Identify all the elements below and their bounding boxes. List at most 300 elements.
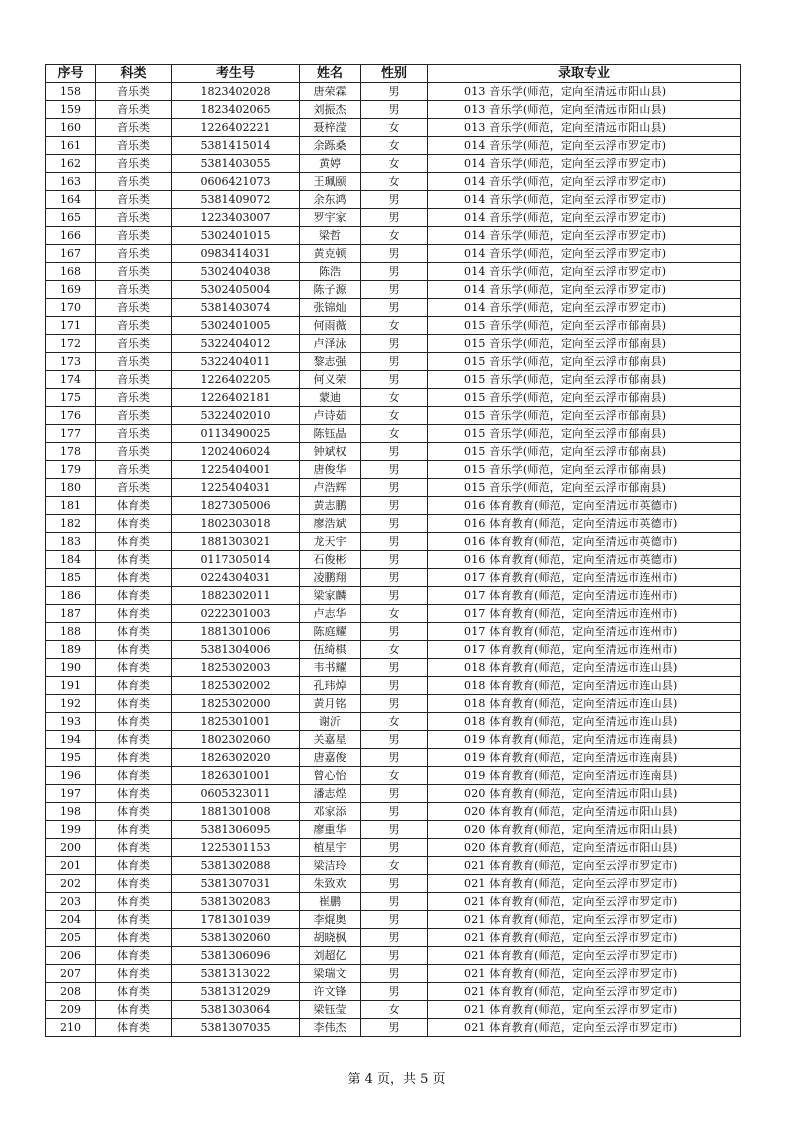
cell-gender: 男 xyxy=(361,785,428,803)
cell-category: 体育类 xyxy=(96,749,172,767)
cell-no: 209 xyxy=(46,1001,96,1019)
cell-major: 021 体育教育(师范，定向至云浮市罗定市) xyxy=(428,875,741,893)
cell-category: 体育类 xyxy=(96,623,172,641)
cell-exam-id: 5322404011 xyxy=(172,353,300,371)
table-row xyxy=(46,497,741,515)
cell-exam-id: 5381303064 xyxy=(172,1001,300,1019)
cell-major: 021 体育教育(师范，定向至云浮市罗定市) xyxy=(428,947,741,965)
cell-major: 014 音乐学(师范，定向至云浮市罗定市) xyxy=(428,299,741,317)
cell-category: 体育类 xyxy=(96,1001,172,1019)
cell-name: 植星宇 xyxy=(300,839,361,857)
cell-major: 021 体育教育(师范，定向至云浮市罗定市) xyxy=(428,1019,741,1037)
cell-name: 廖浩斌 xyxy=(300,515,361,533)
cell-name: 卢诗茹 xyxy=(300,407,361,425)
cell-name: 陈钰晶 xyxy=(300,425,361,443)
cell-no: 205 xyxy=(46,929,96,947)
cell-name: 张锦灿 xyxy=(300,299,361,317)
cell-gender: 男 xyxy=(361,461,428,479)
cell-gender: 男 xyxy=(361,821,428,839)
cell-gender: 男 xyxy=(361,965,428,983)
cell-category: 体育类 xyxy=(96,1019,172,1037)
cell-major: 021 体育教育(师范，定向至云浮市罗定市) xyxy=(428,857,741,875)
table-row xyxy=(46,623,741,641)
table-row xyxy=(46,893,741,911)
cell-major: 015 音乐学(师范，定向至云浮市郁南县) xyxy=(428,371,741,389)
table-row xyxy=(46,587,741,605)
cell-category: 体育类 xyxy=(96,695,172,713)
cell-no: 177 xyxy=(46,425,96,443)
cell-exam-id: 5381307031 xyxy=(172,875,300,893)
cell-category: 体育类 xyxy=(96,965,172,983)
cell-exam-id: 1825302002 xyxy=(172,677,300,695)
table-row xyxy=(46,947,741,965)
table-row xyxy=(46,191,741,209)
cell-exam-id: 0605323011 xyxy=(172,785,300,803)
cell-no: 191 xyxy=(46,677,96,695)
cell-major: 014 音乐学(师范，定向至云浮市罗定市) xyxy=(428,263,741,281)
cell-gender: 男 xyxy=(361,731,428,749)
cell-category: 音乐类 xyxy=(96,281,172,299)
cell-major: 015 音乐学(师范，定向至云浮市郁南县) xyxy=(428,479,741,497)
cell-exam-id: 5381403074 xyxy=(172,299,300,317)
cell-major: 015 音乐学(师范，定向至云浮市郁南县) xyxy=(428,461,741,479)
cell-major: 015 音乐学(师范，定向至云浮市郁南县) xyxy=(428,389,741,407)
table-row xyxy=(46,965,741,983)
table-row xyxy=(46,821,741,839)
cell-name: 李伟杰 xyxy=(300,1019,361,1037)
table-row xyxy=(46,209,741,227)
cell-major: 018 体育教育(师范，定向至清远市连山县) xyxy=(428,659,741,677)
table-row xyxy=(46,1019,741,1037)
cell-no: 166 xyxy=(46,227,96,245)
cell-no: 201 xyxy=(46,857,96,875)
table-row xyxy=(46,245,741,263)
cell-category: 体育类 xyxy=(96,497,172,515)
cell-exam-id: 5381302060 xyxy=(172,929,300,947)
cell-gender: 男 xyxy=(361,533,428,551)
cell-name: 蒙迪 xyxy=(300,389,361,407)
cell-exam-id: 0606421073 xyxy=(172,173,300,191)
cell-no: 185 xyxy=(46,569,96,587)
cell-category: 体育类 xyxy=(96,983,172,1001)
table-row xyxy=(46,785,741,803)
cell-category: 音乐类 xyxy=(96,101,172,119)
cell-major: 017 体育教育(师范，定向至清远市连州市) xyxy=(428,623,741,641)
cell-name: 梁哲 xyxy=(300,227,361,245)
cell-no: 204 xyxy=(46,911,96,929)
cell-major: 021 体育教育(师范，定向至云浮市罗定市) xyxy=(428,929,741,947)
cell-gender: 男 xyxy=(361,587,428,605)
table-row xyxy=(46,749,741,767)
cell-no: 173 xyxy=(46,353,96,371)
table-row xyxy=(46,155,741,173)
cell-major: 014 音乐学(师范，定向至云浮市罗定市) xyxy=(428,245,741,263)
cell-name: 胡晓枫 xyxy=(300,929,361,947)
cell-no: 158 xyxy=(46,83,96,101)
cell-category: 体育类 xyxy=(96,893,172,911)
table-header-row xyxy=(46,65,741,83)
cell-major: 015 音乐学(师范，定向至云浮市郁南县) xyxy=(428,335,741,353)
cell-name: 黄志鹏 xyxy=(300,497,361,515)
cell-category: 音乐类 xyxy=(96,371,172,389)
table-row xyxy=(46,389,741,407)
table-row xyxy=(46,803,741,821)
cell-no: 162 xyxy=(46,155,96,173)
cell-gender: 男 xyxy=(361,83,428,101)
table-row xyxy=(46,443,741,461)
cell-no: 183 xyxy=(46,533,96,551)
cell-gender: 女 xyxy=(361,155,428,173)
cell-major: 017 体育教育(师范，定向至清远市连州市) xyxy=(428,641,741,659)
cell-exam-id: 1881303021 xyxy=(172,533,300,551)
cell-gender: 男 xyxy=(361,515,428,533)
cell-no: 200 xyxy=(46,839,96,857)
cell-exam-id: 1225404001 xyxy=(172,461,300,479)
cell-major: 014 音乐学(师范，定向至云浮市罗定市) xyxy=(428,191,741,209)
cell-exam-id: 1802302060 xyxy=(172,731,300,749)
cell-category: 体育类 xyxy=(96,767,172,785)
cell-gender: 男 xyxy=(361,839,428,857)
cell-major: 018 体育教育(师范，定向至清远市连山县) xyxy=(428,677,741,695)
cell-exam-id: 5302404038 xyxy=(172,263,300,281)
cell-name: 孔玮焯 xyxy=(300,677,361,695)
cell-gender: 男 xyxy=(361,695,428,713)
cell-major: 021 体育教育(师范，定向至云浮市罗定市) xyxy=(428,965,741,983)
cell-major: 019 体育教育(师范，定向至清远市连南县) xyxy=(428,767,741,785)
cell-category: 体育类 xyxy=(96,911,172,929)
cell-name: 曾心怡 xyxy=(300,767,361,785)
table-row xyxy=(46,317,741,335)
cell-category: 音乐类 xyxy=(96,119,172,137)
cell-exam-id: 1226402181 xyxy=(172,389,300,407)
cell-category: 体育类 xyxy=(96,785,172,803)
cell-name: 石俊彬 xyxy=(300,551,361,569)
cell-gender: 男 xyxy=(361,677,428,695)
cell-gender: 男 xyxy=(361,443,428,461)
cell-no: 182 xyxy=(46,515,96,533)
cell-category: 音乐类 xyxy=(96,479,172,497)
cell-gender: 男 xyxy=(361,659,428,677)
cell-no: 159 xyxy=(46,101,96,119)
cell-exam-id: 1781301039 xyxy=(172,911,300,929)
cell-gender: 男 xyxy=(361,1019,428,1037)
cell-gender: 男 xyxy=(361,749,428,767)
cell-exam-id: 5381302088 xyxy=(172,857,300,875)
cell-gender: 女 xyxy=(361,713,428,731)
cell-name: 黄克顿 xyxy=(300,245,361,263)
cell-no: 164 xyxy=(46,191,96,209)
cell-exam-id: 5322404012 xyxy=(172,335,300,353)
cell-category: 体育类 xyxy=(96,641,172,659)
table-row xyxy=(46,101,741,119)
cell-category: 体育类 xyxy=(96,929,172,947)
page-footer: 第 4 页，共 5 页 xyxy=(347,1072,446,1087)
header-gender: 性别 xyxy=(361,65,428,83)
cell-category: 音乐类 xyxy=(96,245,172,263)
cell-name: 刘振杰 xyxy=(300,101,361,119)
cell-major: 014 音乐学(师范，定向至云浮市罗定市) xyxy=(428,155,741,173)
cell-major: 014 音乐学(师范，定向至云浮市罗定市) xyxy=(428,137,741,155)
cell-exam-id: 5302405004 xyxy=(172,281,300,299)
cell-name: 黎志强 xyxy=(300,353,361,371)
cell-gender: 女 xyxy=(361,767,428,785)
cell-exam-id: 1225301153 xyxy=(172,839,300,857)
cell-exam-id: 1226402205 xyxy=(172,371,300,389)
cell-category: 音乐类 xyxy=(96,191,172,209)
cell-no: 187 xyxy=(46,605,96,623)
cell-category: 音乐类 xyxy=(96,299,172,317)
table-row xyxy=(46,677,741,695)
table-row xyxy=(46,533,741,551)
table-row xyxy=(46,911,741,929)
table-row xyxy=(46,767,741,785)
cell-gender: 女 xyxy=(361,1001,428,1019)
cell-major: 016 体育教育(师范，定向至清远市英德市) xyxy=(428,551,741,569)
cell-category: 体育类 xyxy=(96,551,172,569)
cell-category: 音乐类 xyxy=(96,353,172,371)
table-row xyxy=(46,659,741,677)
table-row xyxy=(46,137,741,155)
cell-name: 唐荣霖 xyxy=(300,83,361,101)
cell-name: 廖重华 xyxy=(300,821,361,839)
cell-gender: 男 xyxy=(361,875,428,893)
cell-exam-id: 1825301001 xyxy=(172,713,300,731)
cell-name: 许文锋 xyxy=(300,983,361,1001)
cell-major: 013 音乐学(师范，定向至清远市阳山县) xyxy=(428,119,741,137)
cell-exam-id: 5381306096 xyxy=(172,947,300,965)
cell-category: 体育类 xyxy=(96,821,172,839)
cell-no: 208 xyxy=(46,983,96,1001)
cell-no: 195 xyxy=(46,749,96,767)
cell-major: 017 体育教育(师范，定向至清远市连州市) xyxy=(428,587,741,605)
cell-exam-id: 1826301001 xyxy=(172,767,300,785)
cell-name: 黄月铭 xyxy=(300,695,361,713)
cell-name: 钟斌权 xyxy=(300,443,361,461)
cell-gender: 男 xyxy=(361,551,428,569)
cell-name: 卢浩辉 xyxy=(300,479,361,497)
cell-no: 210 xyxy=(46,1019,96,1037)
cell-no: 178 xyxy=(46,443,96,461)
cell-exam-id: 5381403055 xyxy=(172,155,300,173)
cell-exam-id: 0224304031 xyxy=(172,569,300,587)
cell-exam-id: 1823402065 xyxy=(172,101,300,119)
cell-gender: 男 xyxy=(361,497,428,515)
cell-exam-id: 5381302083 xyxy=(172,893,300,911)
cell-exam-id: 5381415014 xyxy=(172,137,300,155)
cell-gender: 女 xyxy=(361,641,428,659)
cell-exam-id: 0117305014 xyxy=(172,551,300,569)
cell-major: 014 音乐学(师范，定向至云浮市罗定市) xyxy=(428,209,741,227)
cell-major: 017 体育教育(师范，定向至清远市连州市) xyxy=(428,569,741,587)
table-row xyxy=(46,173,741,191)
cell-major: 015 音乐学(师范，定向至云浮市郁南县) xyxy=(428,353,741,371)
cell-no: 206 xyxy=(46,947,96,965)
cell-gender: 男 xyxy=(361,191,428,209)
cell-no: 207 xyxy=(46,965,96,983)
cell-exam-id: 1202406024 xyxy=(172,443,300,461)
cell-major: 020 体育教育(师范，定向至清远市阳山县) xyxy=(428,803,741,821)
cell-category: 体育类 xyxy=(96,875,172,893)
cell-major: 021 体育教育(师范，定向至云浮市罗定市) xyxy=(428,893,741,911)
cell-exam-id: 5302401005 xyxy=(172,317,300,335)
cell-category: 音乐类 xyxy=(96,389,172,407)
cell-no: 172 xyxy=(46,335,96,353)
table-row xyxy=(46,569,741,587)
table-row xyxy=(46,371,741,389)
cell-gender: 男 xyxy=(361,803,428,821)
cell-no: 175 xyxy=(46,389,96,407)
table-row xyxy=(46,713,741,731)
cell-name: 刘超亿 xyxy=(300,947,361,965)
cell-no: 192 xyxy=(46,695,96,713)
cell-name: 梁钰莹 xyxy=(300,1001,361,1019)
cell-no: 161 xyxy=(46,137,96,155)
table-row xyxy=(46,605,741,623)
cell-category: 音乐类 xyxy=(96,407,172,425)
cell-exam-id: 1823402028 xyxy=(172,83,300,101)
cell-category: 体育类 xyxy=(96,569,172,587)
table-row xyxy=(46,479,741,497)
cell-exam-id: 5381312029 xyxy=(172,983,300,1001)
admission-table xyxy=(45,64,741,1037)
cell-name: 伍绮棋 xyxy=(300,641,361,659)
cell-exam-id: 1223403007 xyxy=(172,209,300,227)
table-row xyxy=(46,299,741,317)
cell-no: 199 xyxy=(46,821,96,839)
cell-gender: 女 xyxy=(361,605,428,623)
cell-exam-id: 0983414031 xyxy=(172,245,300,263)
cell-gender: 男 xyxy=(361,101,428,119)
cell-major: 016 体育教育(师范，定向至清远市英德市) xyxy=(428,515,741,533)
cell-name: 陈浩 xyxy=(300,263,361,281)
cell-exam-id: 5322402010 xyxy=(172,407,300,425)
cell-category: 音乐类 xyxy=(96,335,172,353)
cell-name: 关嘉星 xyxy=(300,731,361,749)
cell-name: 唐嘉俊 xyxy=(300,749,361,767)
cell-major: 017 体育教育(师范，定向至清远市连州市) xyxy=(428,605,741,623)
header-category: 科类 xyxy=(96,65,172,83)
cell-no: 176 xyxy=(46,407,96,425)
cell-gender: 男 xyxy=(361,353,428,371)
cell-exam-id: 0222301003 xyxy=(172,605,300,623)
table-row xyxy=(46,929,741,947)
cell-no: 160 xyxy=(46,119,96,137)
cell-gender: 男 xyxy=(361,299,428,317)
header-no: 序号 xyxy=(46,65,96,83)
cell-category: 音乐类 xyxy=(96,155,172,173)
cell-no: 168 xyxy=(46,263,96,281)
table-body xyxy=(46,83,741,1037)
table-row xyxy=(46,407,741,425)
table-row xyxy=(46,695,741,713)
cell-no: 184 xyxy=(46,551,96,569)
cell-major: 013 音乐学(师范，定向至清远市阳山县) xyxy=(428,101,741,119)
cell-category: 音乐类 xyxy=(96,173,172,191)
cell-name: 黄婷 xyxy=(300,155,361,173)
cell-major: 015 音乐学(师范，定向至云浮市郁南县) xyxy=(428,425,741,443)
cell-name: 梁家麟 xyxy=(300,587,361,605)
cell-gender: 女 xyxy=(361,407,428,425)
cell-name: 陈庭耀 xyxy=(300,623,361,641)
cell-exam-id: 1882302011 xyxy=(172,587,300,605)
cell-gender: 女 xyxy=(361,173,428,191)
cell-gender: 男 xyxy=(361,929,428,947)
cell-name: 崔鹏 xyxy=(300,893,361,911)
cell-name: 卢志华 xyxy=(300,605,361,623)
cell-no: 203 xyxy=(46,893,96,911)
cell-major: 019 体育教育(师范，定向至清远市连南县) xyxy=(428,749,741,767)
table-row xyxy=(46,839,741,857)
cell-no: 190 xyxy=(46,659,96,677)
cell-name: 何雨薇 xyxy=(300,317,361,335)
cell-no: 179 xyxy=(46,461,96,479)
cell-name: 李焜奥 xyxy=(300,911,361,929)
cell-no: 167 xyxy=(46,245,96,263)
cell-category: 体育类 xyxy=(96,677,172,695)
cell-category: 体育类 xyxy=(96,515,172,533)
cell-major: 016 体育教育(师范，定向至清远市英德市) xyxy=(428,533,741,551)
cell-exam-id: 1802303018 xyxy=(172,515,300,533)
table-row xyxy=(46,983,741,1001)
cell-exam-id: 5381306095 xyxy=(172,821,300,839)
table-row xyxy=(46,425,741,443)
cell-gender: 男 xyxy=(361,893,428,911)
cell-gender: 女 xyxy=(361,389,428,407)
cell-category: 体育类 xyxy=(96,713,172,731)
cell-no: 180 xyxy=(46,479,96,497)
cell-exam-id: 5381409072 xyxy=(172,191,300,209)
cell-no: 189 xyxy=(46,641,96,659)
cell-no: 170 xyxy=(46,299,96,317)
cell-exam-id: 1225404031 xyxy=(172,479,300,497)
cell-no: 186 xyxy=(46,587,96,605)
cell-no: 193 xyxy=(46,713,96,731)
cell-major: 018 体育教育(师范，定向至清远市连山县) xyxy=(428,695,741,713)
cell-no: 188 xyxy=(46,623,96,641)
cell-gender: 男 xyxy=(361,569,428,587)
cell-category: 体育类 xyxy=(96,659,172,677)
cell-major: 015 音乐学(师范，定向至云浮市郁南县) xyxy=(428,317,741,335)
cell-name: 余跞桑 xyxy=(300,137,361,155)
table-row xyxy=(46,731,741,749)
cell-gender: 女 xyxy=(361,119,428,137)
cell-name: 卢泽泳 xyxy=(300,335,361,353)
table-row xyxy=(46,281,741,299)
table-row xyxy=(46,227,741,245)
cell-no: 165 xyxy=(46,209,96,227)
cell-exam-id: 1881301008 xyxy=(172,803,300,821)
cell-gender: 女 xyxy=(361,317,428,335)
cell-gender: 男 xyxy=(361,335,428,353)
cell-major: 016 体育教育(师范，定向至清远市英德市) xyxy=(428,497,741,515)
cell-category: 音乐类 xyxy=(96,317,172,335)
cell-name: 龙天宇 xyxy=(300,533,361,551)
cell-no: 171 xyxy=(46,317,96,335)
header-major: 录取专业 xyxy=(428,65,741,83)
table-row xyxy=(46,551,741,569)
cell-no: 181 xyxy=(46,497,96,515)
cell-no: 198 xyxy=(46,803,96,821)
cell-gender: 男 xyxy=(361,623,428,641)
cell-category: 体育类 xyxy=(96,533,172,551)
cell-exam-id: 1826302020 xyxy=(172,749,300,767)
cell-name: 何义荣 xyxy=(300,371,361,389)
cell-name: 朱致欢 xyxy=(300,875,361,893)
header-name: 姓名 xyxy=(300,65,361,83)
header-exam-id: 考生号 xyxy=(172,65,300,83)
table-row xyxy=(46,1001,741,1019)
cell-exam-id: 1825302000 xyxy=(172,695,300,713)
